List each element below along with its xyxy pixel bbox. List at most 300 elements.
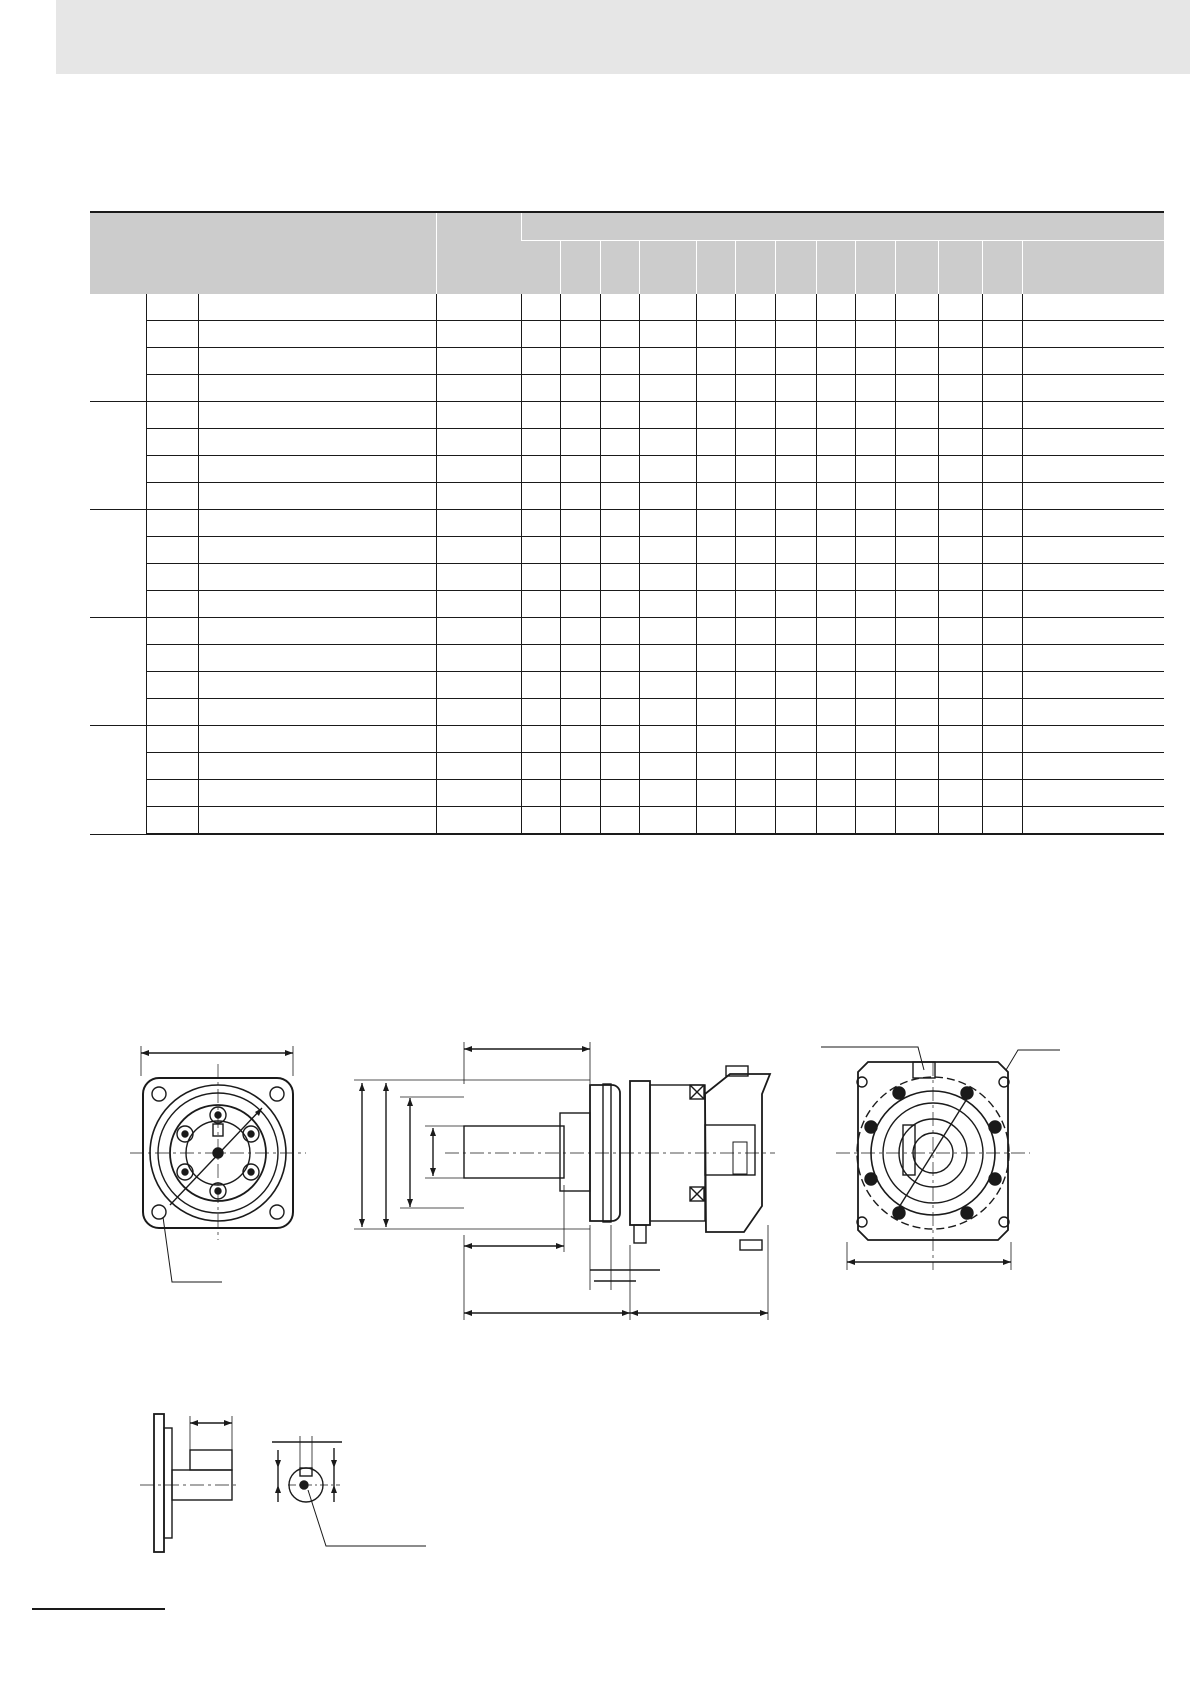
table-cell: [816, 591, 855, 618]
table-cell: [600, 375, 639, 402]
table-cell: [938, 645, 982, 672]
table-cell: [436, 429, 521, 456]
table-cell: [816, 726, 855, 753]
table-cell: [696, 456, 735, 483]
table-cell: [198, 537, 436, 564]
table-cell: [895, 294, 938, 321]
table-cell: [938, 726, 982, 753]
table-cell: [146, 321, 198, 348]
table-cell: [735, 645, 775, 672]
table-cell: [735, 375, 775, 402]
keyway-detail-drawing: [272, 1436, 426, 1546]
table-cell: [982, 753, 1022, 780]
table-cell: [735, 564, 775, 591]
table-cell: [696, 591, 735, 618]
table-cell: [521, 537, 560, 564]
table-row: [90, 753, 1164, 780]
table-cell: [735, 726, 775, 753]
table-cell: [560, 591, 600, 618]
header-dim-col: [895, 241, 938, 295]
header-dim-col: [938, 241, 982, 295]
table-cell: [855, 375, 895, 402]
table-cell: [1022, 564, 1164, 591]
footer-rule: [32, 1608, 165, 1610]
table-cell: [696, 753, 735, 780]
group-cell: [90, 510, 146, 618]
table-cell: [816, 348, 855, 375]
table-cell: [146, 537, 198, 564]
table-cell: [775, 726, 816, 753]
table-row: [90, 429, 1164, 456]
table-cell: [639, 510, 696, 537]
table-row: [90, 726, 1164, 753]
table-cell: [600, 321, 639, 348]
side-view-drawing: [354, 1042, 775, 1320]
table-row: [90, 483, 1164, 510]
table-cell: [436, 645, 521, 672]
header-code-cell: [436, 213, 521, 294]
table-cell: [982, 429, 1022, 456]
table-cell: [895, 564, 938, 591]
table-cell: [198, 645, 436, 672]
header-dim-col: [982, 241, 1022, 295]
table-cell: [436, 348, 521, 375]
table-cell: [146, 591, 198, 618]
table-cell: [895, 321, 938, 348]
table-cell: [600, 510, 639, 537]
table-row: [90, 564, 1164, 591]
table-cell: [639, 402, 696, 429]
table-cell: [982, 807, 1022, 835]
table-cell: [816, 564, 855, 591]
table-cell: [938, 456, 982, 483]
table-cell: [696, 294, 735, 321]
table-cell: [895, 456, 938, 483]
table-cell: [560, 375, 600, 402]
table-cell: [775, 564, 816, 591]
table-cell: [521, 618, 560, 645]
table-cell: [639, 375, 696, 402]
table-cell: [982, 618, 1022, 645]
table-cell: [895, 780, 938, 807]
table-cell: [436, 591, 521, 618]
group-cell: [90, 726, 146, 835]
table-cell: [855, 780, 895, 807]
table-cell: [639, 564, 696, 591]
table-row: [90, 510, 1164, 537]
table-cell: [560, 726, 600, 753]
table-cell: [895, 618, 938, 645]
table-cell: [639, 807, 696, 835]
table-cell: [600, 429, 639, 456]
table-cell: [639, 429, 696, 456]
table-cell: [775, 510, 816, 537]
table-cell: [938, 591, 982, 618]
table-cell: [198, 483, 436, 510]
table-cell: [982, 402, 1022, 429]
table-cell: [855, 753, 895, 780]
table-cell: [895, 402, 938, 429]
table-cell: [1022, 456, 1164, 483]
table-cell: [816, 510, 855, 537]
table-cell: [600, 348, 639, 375]
table-cell: [639, 699, 696, 726]
table-cell: [895, 510, 938, 537]
table-cell: [1022, 402, 1164, 429]
table-cell: [560, 294, 600, 321]
table-cell: [198, 321, 436, 348]
table-cell: [521, 483, 560, 510]
table-cell: [600, 618, 639, 645]
table-cell: [735, 753, 775, 780]
table-cell: [775, 402, 816, 429]
table-cell: [146, 618, 198, 645]
table-cell: [938, 483, 982, 510]
table-cell: [198, 456, 436, 483]
table-cell: [696, 726, 735, 753]
table-cell: [696, 510, 735, 537]
table-cell: [600, 294, 639, 321]
table-cell: [895, 807, 938, 835]
table-cell: [436, 321, 521, 348]
table-cell: [775, 753, 816, 780]
table-cell: [735, 402, 775, 429]
table-cell: [982, 699, 1022, 726]
header-dim-col: [639, 241, 696, 295]
table-cell: [600, 591, 639, 618]
table-cell: [696, 618, 735, 645]
table-cell: [982, 483, 1022, 510]
table-cell: [895, 348, 938, 375]
table-cell: [855, 726, 895, 753]
table-cell: [775, 672, 816, 699]
table-cell: [600, 780, 639, 807]
table-cell: [521, 402, 560, 429]
table-cell: [775, 321, 816, 348]
table-cell: [639, 780, 696, 807]
table-cell: [696, 537, 735, 564]
table-cell: [855, 807, 895, 835]
table-cell: [521, 672, 560, 699]
table-cell: [696, 402, 735, 429]
table-cell: [938, 672, 982, 699]
table-cell: [639, 753, 696, 780]
table-cell: [521, 294, 560, 321]
table-cell: [775, 537, 816, 564]
table-cell: [639, 348, 696, 375]
group-cell: [90, 294, 146, 402]
table-cell: [146, 753, 198, 780]
table-cell: [1022, 618, 1164, 645]
table-cell: [436, 618, 521, 645]
table-cell: [816, 483, 855, 510]
table-cell: [1022, 537, 1164, 564]
table-cell: [146, 294, 198, 321]
table-cell: [1022, 483, 1164, 510]
table-cell: [436, 780, 521, 807]
table-cell: [696, 483, 735, 510]
table-cell: [895, 672, 938, 699]
table-cell: [639, 294, 696, 321]
table-cell: [521, 753, 560, 780]
table-cell: [1022, 294, 1164, 321]
table-cell: [696, 780, 735, 807]
table-cell: [938, 564, 982, 591]
table-cell: [1022, 726, 1164, 753]
header-dim-col: [560, 241, 600, 295]
table-cell: [938, 429, 982, 456]
table-cell: [696, 807, 735, 835]
table-cell: [436, 672, 521, 699]
table-cell: [855, 537, 895, 564]
table-cell: [816, 429, 855, 456]
page-header-band: [56, 0, 1190, 74]
table-cell: [775, 699, 816, 726]
table-cell: [521, 699, 560, 726]
table-cell: [198, 726, 436, 753]
header-dim-col: [521, 241, 560, 295]
table-cell: [982, 510, 1022, 537]
table-row: [90, 699, 1164, 726]
table-row: [90, 618, 1164, 645]
table-cell: [146, 672, 198, 699]
table-cell: [895, 699, 938, 726]
table-cell: [735, 456, 775, 483]
table-cell: [938, 375, 982, 402]
group-cell: [90, 402, 146, 510]
table-cell: [1022, 672, 1164, 699]
table-cell: [1022, 429, 1164, 456]
table-cell: [1022, 753, 1164, 780]
table-cell: [146, 456, 198, 483]
table-cell: [775, 645, 816, 672]
table-cell: [1022, 321, 1164, 348]
table-cell: [436, 483, 521, 510]
table-cell: [560, 780, 600, 807]
table-header-row-1: [90, 213, 1164, 241]
table-cell: [639, 726, 696, 753]
header-dim-col: [600, 241, 639, 295]
table-row: [90, 672, 1164, 699]
table-cell: [982, 672, 1022, 699]
table-cell: [198, 375, 436, 402]
table-cell: [816, 672, 855, 699]
table-cell: [895, 483, 938, 510]
table-cell: [735, 807, 775, 835]
shaft-detail-drawing: [140, 1414, 240, 1552]
table-cell: [600, 456, 639, 483]
table-cell: [982, 645, 1022, 672]
table-row: [90, 645, 1164, 672]
table-cell: [895, 375, 938, 402]
table-cell: [735, 321, 775, 348]
table-cell: [600, 672, 639, 699]
table-cell: [855, 645, 895, 672]
table-cell: [816, 456, 855, 483]
table-cell: [521, 375, 560, 402]
header-dim-col: [816, 241, 855, 295]
table-cell: [600, 564, 639, 591]
table-cell: [146, 699, 198, 726]
table-cell: [600, 483, 639, 510]
table-cell: [600, 402, 639, 429]
table-cell: [639, 321, 696, 348]
header-dim-col: [696, 241, 735, 295]
table-cell: [600, 807, 639, 835]
table-cell: [855, 483, 895, 510]
table-cell: [982, 375, 1022, 402]
table-cell: [521, 807, 560, 835]
table-body: [90, 294, 1164, 834]
table-cell: [600, 537, 639, 564]
table-cell: [982, 456, 1022, 483]
table-cell: [938, 294, 982, 321]
table-cell: [735, 699, 775, 726]
table-cell: [982, 726, 1022, 753]
table-row: [90, 348, 1164, 375]
table-cell: [855, 672, 895, 699]
table-cell: [560, 510, 600, 537]
dimension-table: [90, 213, 1164, 835]
table-cell: [938, 321, 982, 348]
gearbox-dimension-drawings: [0, 1000, 1190, 1600]
table-cell: [816, 780, 855, 807]
table-cell: [895, 753, 938, 780]
table-cell: [560, 348, 600, 375]
group-cell: [90, 618, 146, 726]
table-cell: [1022, 780, 1164, 807]
table-cell: [735, 672, 775, 699]
table-cell: [775, 429, 816, 456]
table-cell: [146, 348, 198, 375]
table-cell: [982, 780, 1022, 807]
table-cell: [198, 753, 436, 780]
table-cell: [982, 564, 1022, 591]
table-cell: [146, 726, 198, 753]
header-dimensions-cell: [521, 213, 1164, 241]
table-cell: [816, 753, 855, 780]
table-cell: [855, 429, 895, 456]
table-cell: [982, 294, 1022, 321]
table-cell: [639, 672, 696, 699]
table-cell: [982, 537, 1022, 564]
table-cell: [735, 348, 775, 375]
table-cell: [560, 753, 600, 780]
table-cell: [735, 294, 775, 321]
table-cell: [198, 807, 436, 835]
table-cell: [436, 564, 521, 591]
table-row: [90, 807, 1164, 835]
table-cell: [600, 645, 639, 672]
table-cell: [895, 429, 938, 456]
table-cell: [560, 456, 600, 483]
table-cell: [436, 753, 521, 780]
table-cell: [436, 510, 521, 537]
table-cell: [855, 321, 895, 348]
header-dim-col: [775, 241, 816, 295]
table-cell: [1022, 591, 1164, 618]
table-cell: [600, 699, 639, 726]
table-cell: [639, 618, 696, 645]
table-cell: [696, 375, 735, 402]
table-cell: [855, 294, 895, 321]
table-cell: [775, 456, 816, 483]
table-cell: [600, 753, 639, 780]
table-cell: [855, 618, 895, 645]
table-cell: [436, 807, 521, 835]
table-cell: [696, 321, 735, 348]
table-cell: [816, 321, 855, 348]
table-cell: [521, 321, 560, 348]
table-cell: [521, 645, 560, 672]
table-cell: [938, 807, 982, 835]
front-view-drawing: [130, 1046, 306, 1282]
table-cell: [938, 402, 982, 429]
table-cell: [982, 591, 1022, 618]
table-cell: [855, 699, 895, 726]
rear-view-drawing: [821, 1047, 1060, 1270]
table-cell: [198, 348, 436, 375]
table-row: [90, 321, 1164, 348]
header-model-cell: [90, 213, 436, 294]
table-cell: [855, 591, 895, 618]
table-cell: [735, 780, 775, 807]
table-cell: [775, 483, 816, 510]
table-cell: [521, 456, 560, 483]
table-cell: [1022, 645, 1164, 672]
table-cell: [895, 645, 938, 672]
table-cell: [696, 672, 735, 699]
table-cell: [600, 726, 639, 753]
table-row: [90, 780, 1164, 807]
table-cell: [735, 483, 775, 510]
table-cell: [816, 618, 855, 645]
table-cell: [560, 402, 600, 429]
table-cell: [938, 510, 982, 537]
table-cell: [436, 294, 521, 321]
table-cell: [982, 321, 1022, 348]
table-cell: [639, 537, 696, 564]
table-cell: [146, 402, 198, 429]
table-cell: [775, 348, 816, 375]
table-cell: [938, 348, 982, 375]
table-cell: [198, 699, 436, 726]
table-cell: [855, 564, 895, 591]
table-cell: [198, 591, 436, 618]
table-row: [90, 294, 1164, 321]
table-cell: [436, 699, 521, 726]
table-cell: [198, 402, 436, 429]
table-cell: [696, 645, 735, 672]
table-cell: [198, 564, 436, 591]
table-cell: [895, 537, 938, 564]
table-cell: [816, 375, 855, 402]
table-cell: [696, 699, 735, 726]
table-cell: [938, 780, 982, 807]
table-cell: [436, 402, 521, 429]
table-cell: [816, 294, 855, 321]
table-cell: [146, 645, 198, 672]
table-cell: [146, 483, 198, 510]
table-cell: [775, 618, 816, 645]
table-cell: [938, 753, 982, 780]
table-cell: [1022, 375, 1164, 402]
table-cell: [521, 726, 560, 753]
table-cell: [735, 510, 775, 537]
table-row: [90, 591, 1164, 618]
table-cell: [895, 726, 938, 753]
table-cell: [982, 348, 1022, 375]
